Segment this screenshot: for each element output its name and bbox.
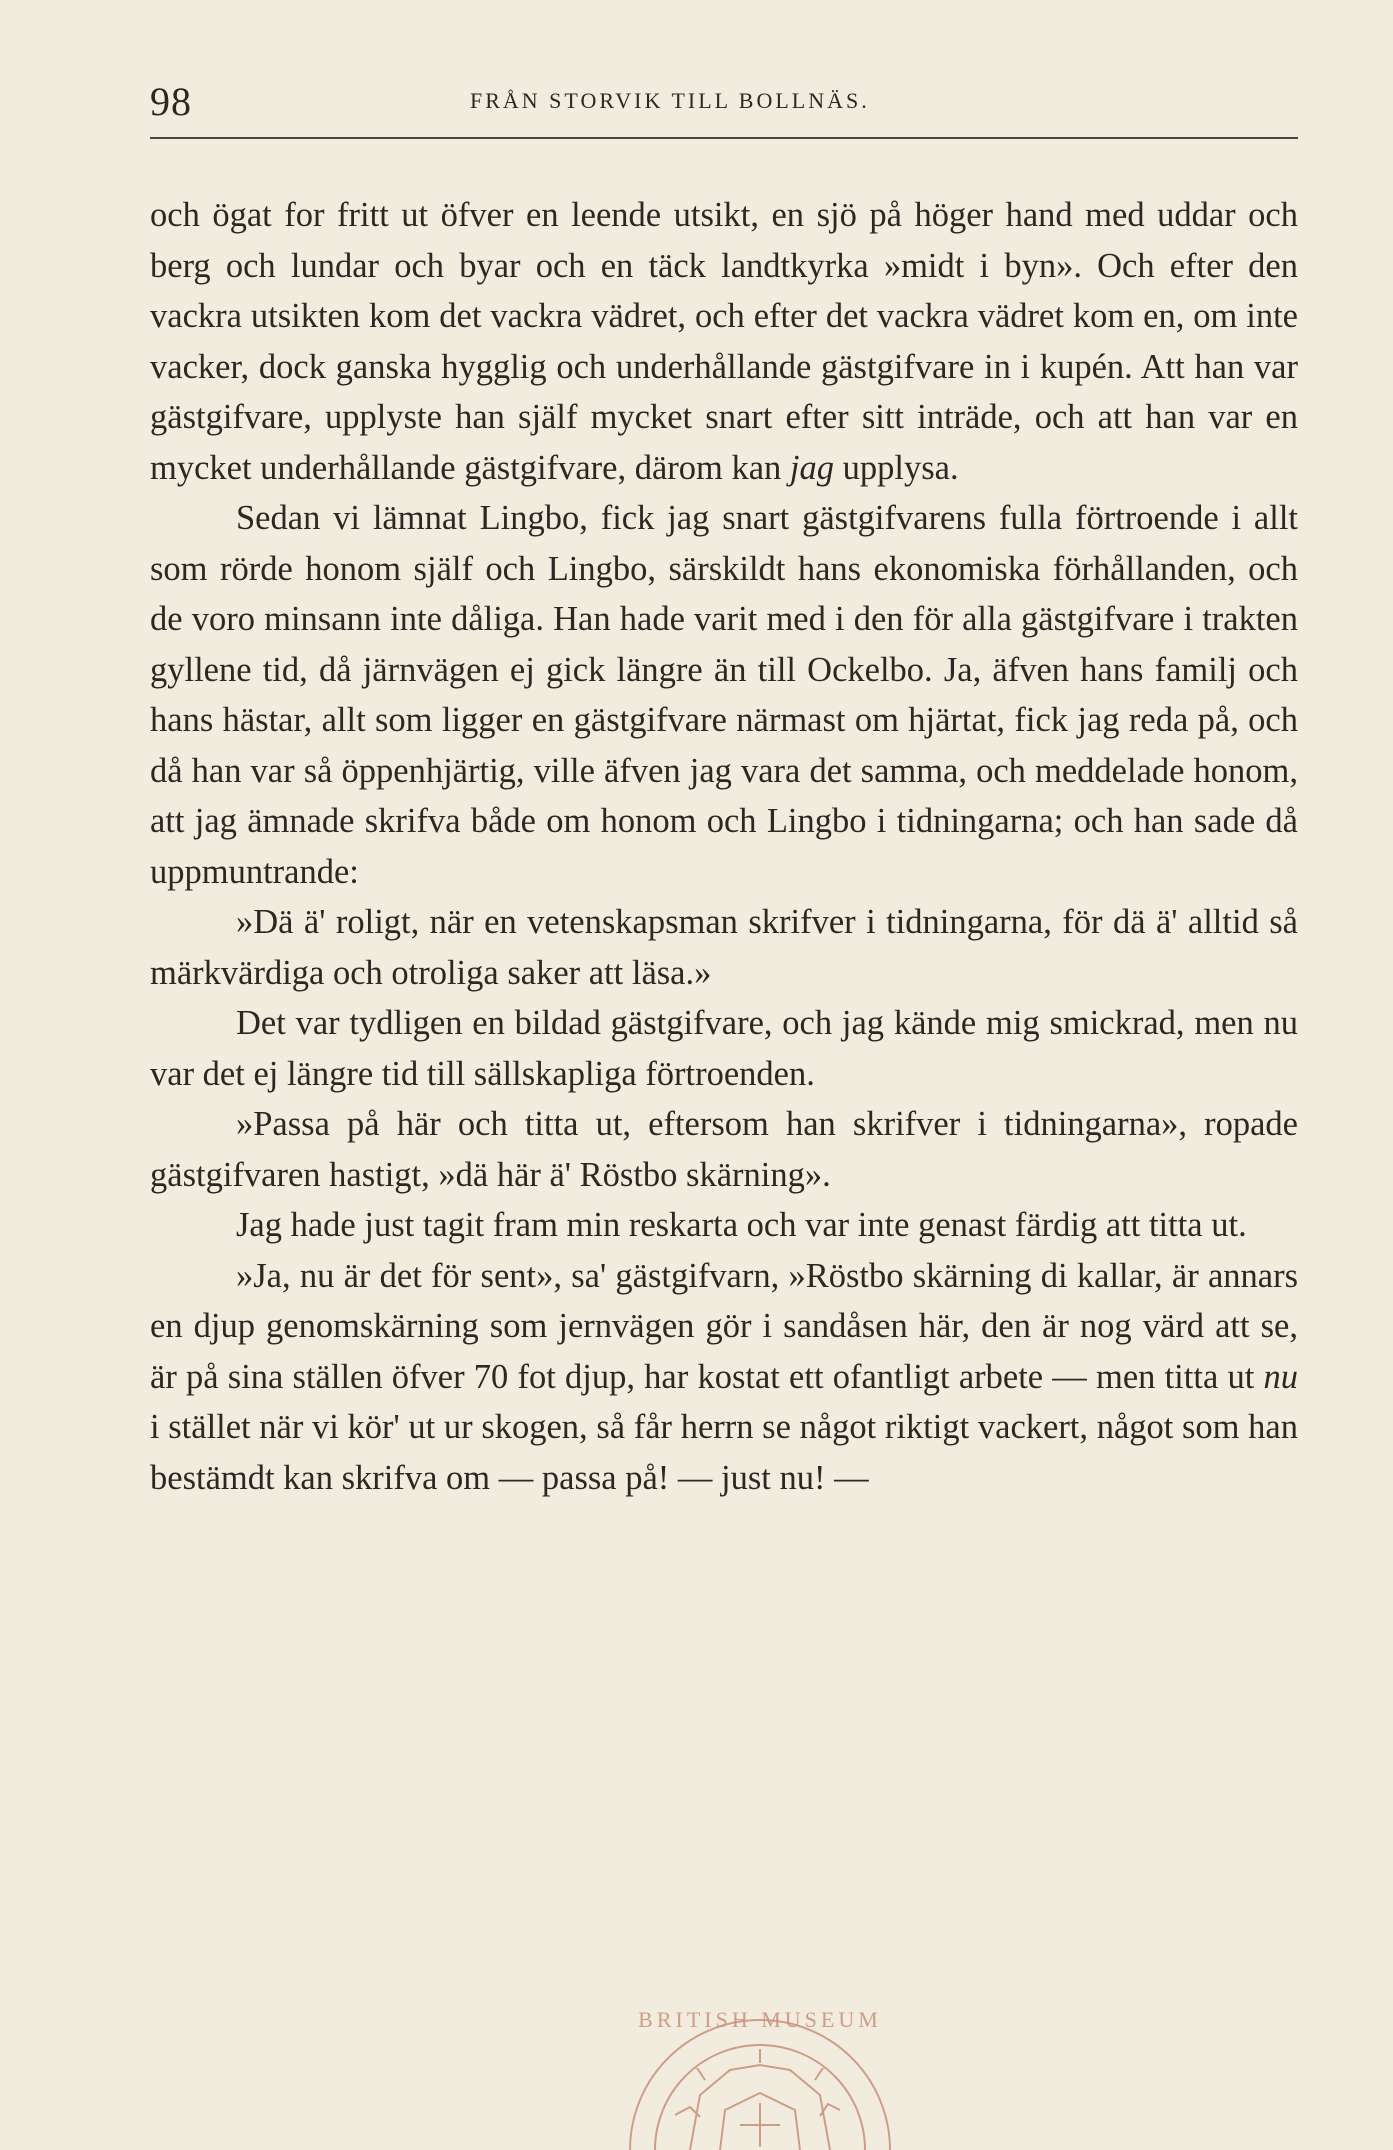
paragraph-6: Jag hade just tagit fram min reskarta och var inte genast färdig att titta ut. <box>236 1206 1247 1244</box>
stamp-text: BRITISH MUSEUM <box>638 2007 882 2032</box>
paragraph-3: »Dä ä' roligt, när en vetenskapsman skrifver i tidningarna, för dä ä' alltid så märkvärdiga och otroliga saker att läsa.» <box>150 903 1298 992</box>
paragraph-4: Det var tydligen en bildad gästgifvare, och jag kände mig smickrad, men nu var det ej längre tid till sällskapliga förtroenden. <box>150 1004 1298 1093</box>
library-stamp <box>600 1975 920 2150</box>
body-text <box>150 190 1298 1503</box>
emphasis-jag: jag <box>789 448 835 487</box>
paragraph-2: Sedan vi lämnat Lingbo, fick jag snart gästgifvarens fulla förtroende i allt som rörde honom själf och Lingbo, särskildt hans ekonomiska förhållanden, och de voro minsann inte dåliga. Han hade varit med i den för alla gästgifvare i trakten gyllene tid, då järnvägen ej gick längre än till Ockelbo. Ja, äfven hans familj och hans hästar, allt som ligger en gästgifvare närmast om hjärtat, fick jag reda på, och då han var så öppenhjärtig, ville äfven jag vara det samma, och meddelade honom, att jag ämnade skrifva både om honom och Lingbo i tidningarna; och han sade då uppmuntrande: <box>150 499 1298 891</box>
paragraph-1: och ögat for fritt ut öfver en leende utsikt, en sjö på höger hand med uddar och berg och lundar och byar och en täck landtkyrka »midt i byn». Och efter den vackra utsikten kom det vackra vädret, och efter det vackra vädret kom en, om inte vacker, dock ganska hygglig och underhållande gästgifvare in i kupén. Att han var gästgifvare, upplyste han själf mycket snart efter sitt inträde, och att han var en mycket underhållande gästgifvare, därom kan jag upplysa. <box>150 196 1298 487</box>
header-rule <box>150 137 1298 139</box>
emphasis-nu: nu <box>1263 1357 1298 1396</box>
paragraph-5: »Passa på här och titta ut, eftersom han skrifver i tidningarna», ropade gästgifvaren hastigt, »dä här ä' Röstbo skärning». <box>150 1105 1298 1194</box>
page-number: 98 <box>150 79 192 124</box>
running-title: FRÅN STORVIK TILL BOLLNÄS. <box>470 88 870 113</box>
running-head <box>150 78 1298 128</box>
paragraph-7: »Ja, nu är det för sent», sa' gästgifvarn, »Röstbo skärning di kallar, är annars en djup genomskärning som jernvägen gör i sandåsen här, den är nog värd att se, är på sina ställen öfver 70 fot djup, har kostat ett ofantligt arbete — men titta ut nu i stället när vi kör' ut ur skogen, så får herrn se något riktigt vackert, något som han bestämdt kan skrifva om — passa på! — just nu! — <box>150 1256 1298 1497</box>
